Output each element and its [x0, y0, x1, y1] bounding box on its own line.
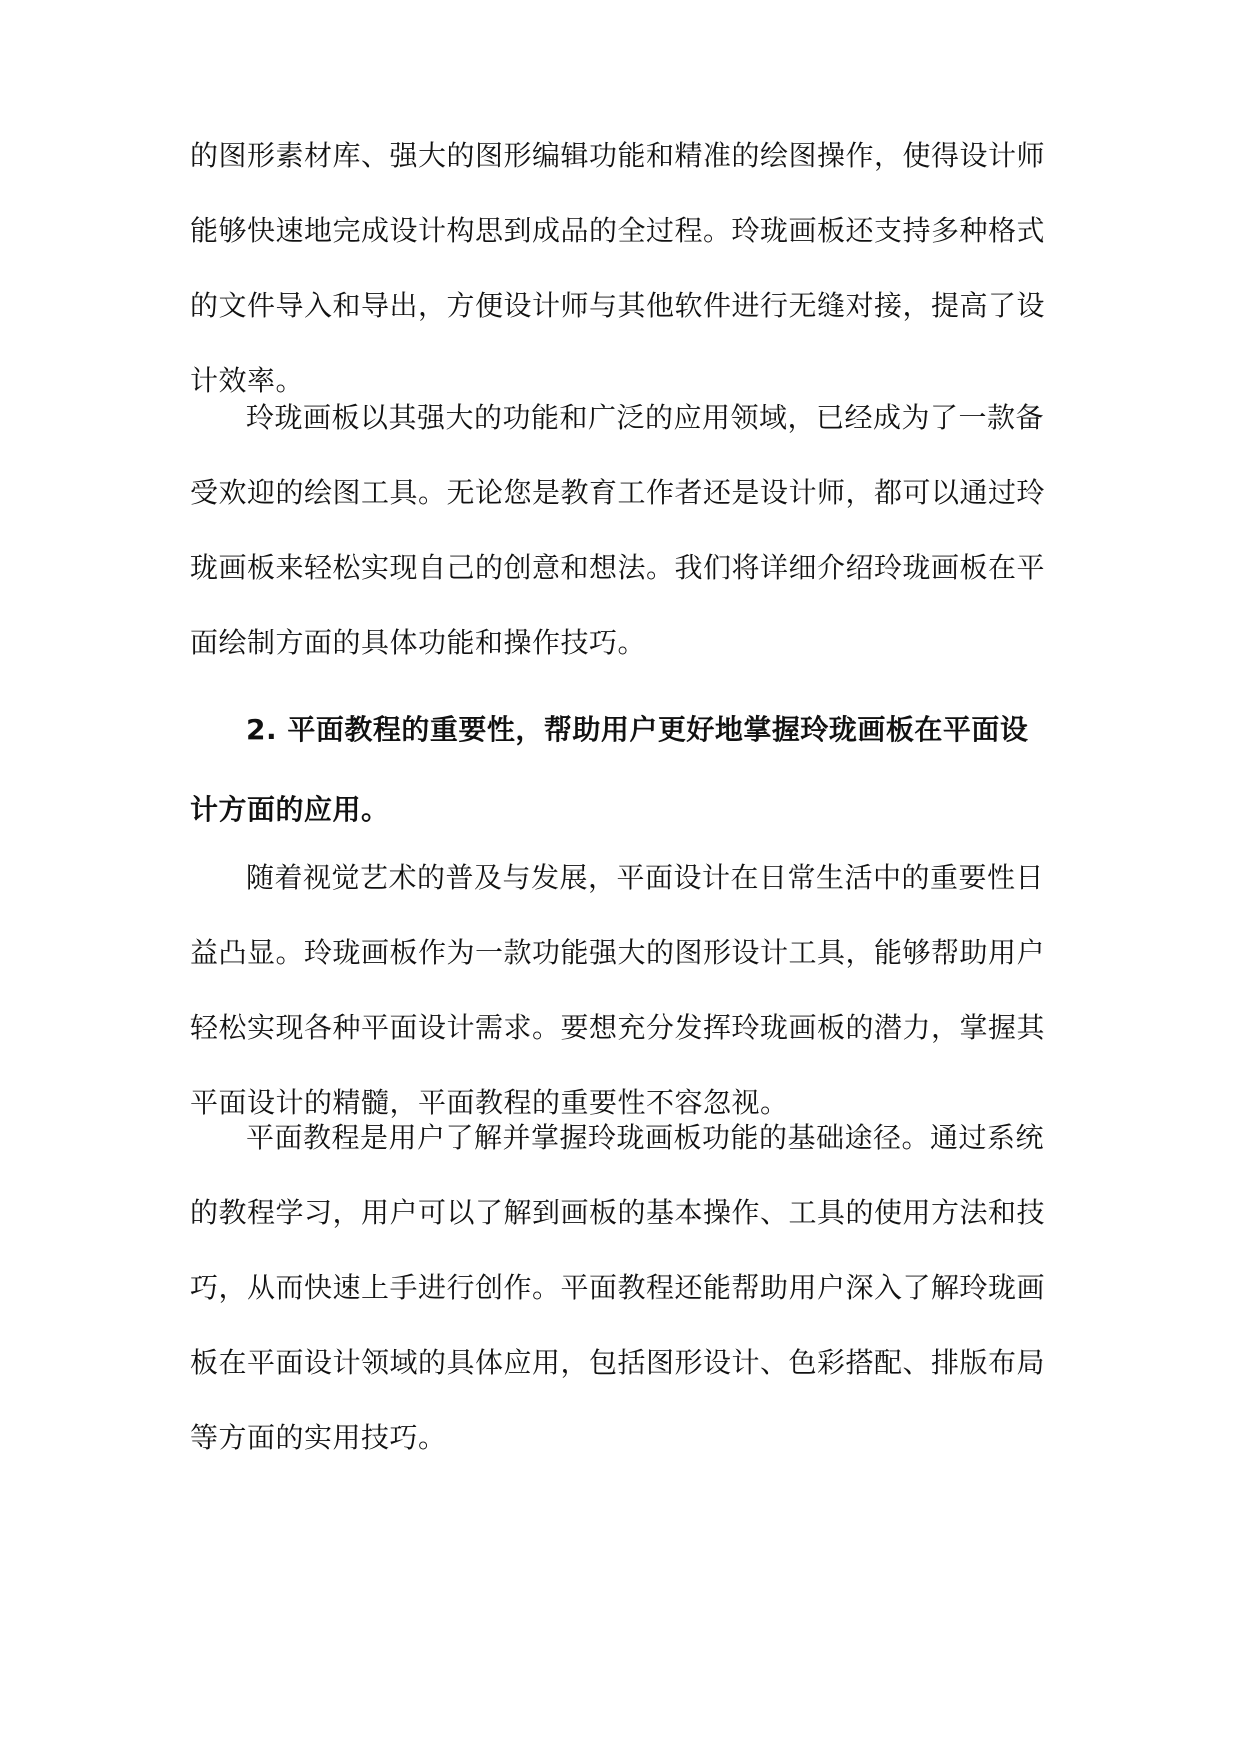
text-line: 计效率。	[190, 364, 305, 397]
paragraph-importance	[190, 840, 1050, 1140]
text-line: 益凸显。玲珑画板作为一款功能强大的图形设计工具，能够帮助用户	[190, 936, 1046, 969]
text-line: 随着视觉艺术的普及与发展，平面设计在日常生活中的重要性日	[246, 861, 1045, 894]
text-line: 轻松实现各种平面设计需求。要想充分发挥玲珑画板的潜力，掌握其	[190, 1011, 1046, 1044]
text-line: 平面设计的精髓，平面教程的重要性不容忽视。	[190, 1086, 789, 1119]
text-line: 的文件导入和导出，方便设计师与其他软件进行无缝对接，提高了设	[190, 289, 1046, 322]
section-heading	[190, 690, 1050, 850]
text-line: 能够快速地完成设计构思到成品的全过程。玲珑画板还支持多种格式	[190, 214, 1046, 247]
paragraph-continuation	[190, 118, 1050, 418]
text-line: 的教程学习，用户可以了解到画板的基本操作、工具的使用方法和技	[190, 1196, 1046, 1229]
text-line: 受欢迎的绘图工具。无论您是教育工作者还是设计师，都可以通过玲	[190, 476, 1046, 509]
text-line: 平面教程是用户了解并掌握玲珑画板功能的基础途径。通过系统	[246, 1121, 1045, 1154]
paragraph-intro	[190, 380, 1050, 680]
text-line: 的图形素材库、强大的图形编辑功能和精准的绘图操作，使得设计师	[190, 139, 1046, 172]
text-line: 板在平面设计领域的具体应用，包括图形设计、色彩搭配、排版布局	[190, 1346, 1046, 1379]
heading-line: 计方面的应用。	[190, 793, 390, 826]
text-line: 等方面的实用技巧。	[190, 1421, 447, 1454]
paragraph-tutorial	[190, 1100, 1050, 1475]
text-line: 巧，从而快速上手进行创作。平面教程还能帮助用户深入了解玲珑画	[190, 1271, 1046, 1304]
text-line: 面绘制方面的具体功能和操作技巧。	[190, 626, 647, 659]
text-line: 珑画板来轻松实现自己的创意和想法。我们将详细介绍玲珑画板在平	[190, 551, 1046, 584]
heading-line: 2. 平面教程的重要性，帮助用户更好地掌握玲珑画板在平面设	[246, 713, 1029, 746]
text-line: 玲珑画板以其强大的功能和广泛的应用领域，已经成为了一款备	[246, 401, 1045, 434]
